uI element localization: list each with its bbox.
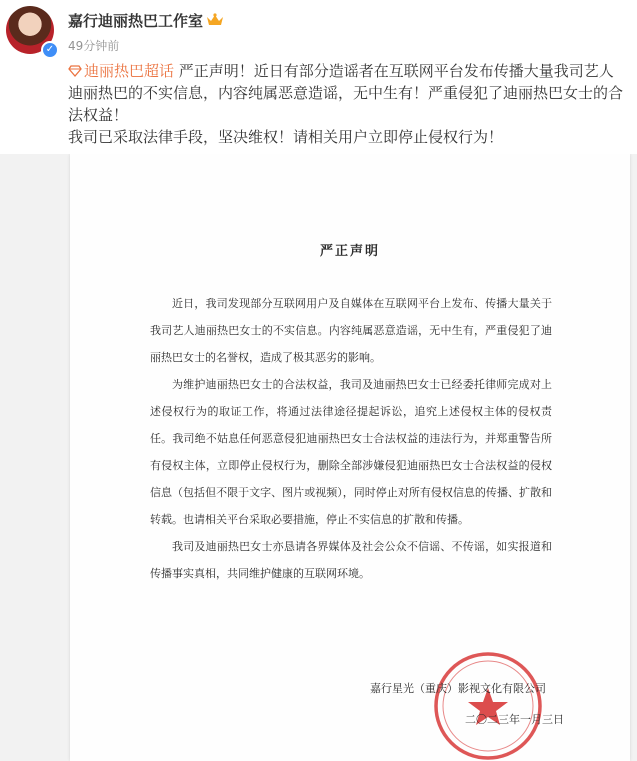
crown-icon: [205, 13, 225, 27]
post-paragraph-2: 我司已采取法律手段，坚决维权！请相关用户立即停止侵权行为！: [68, 128, 504, 146]
author-name[interactable]: 嘉行迪丽热巴工作室: [68, 12, 204, 30]
post-header: [0, 0, 637, 58]
post-time[interactable]: 49分钟前: [68, 39, 120, 53]
document-paragraph: 近日，我司发现部分互联网用户及自媒体在互联网平台上发布、传播大量关于我司艺人迪丽热巴女士的不实信息。内容纯属恶意造谣，无中生有，严重侵犯了迪丽热巴女士的名誉权，造成了极其恶劣的影响。: [150, 297, 552, 364]
document-paragraph: 为维护迪丽热巴女士的合法权益，我司及迪丽热巴女士已经委托律师完成对上述侵权行为的取证工作，将通过法律途径提起诉讼，追究上述侵权主体的侵权责任。我司绝不姑息任何恶意侵犯迪丽热巴女士合法权益的违法行为，并郑重警告所有侵权主体，立即停止侵权行为，删除全部涉嫌侵犯迪丽热巴女士合法权益的侵权信息（包括但不限于文字、图片或视频），同时停止对所有侵权信息的传播、扩散和转载。也请相关平台采取必要措施，停止不实信息的扩散和传播。: [150, 378, 552, 526]
topic-link[interactable]: [68, 62, 174, 80]
document-paragraph: 我司及迪丽热巴女士亦恳请各界媒体及社会公众不信谣、不传谣，如实报道和传播事实真相，共同维护健康的互联网环境。: [150, 540, 552, 580]
post-text: [68, 60, 628, 148]
document-signature: 嘉行星光（重庆）影视文化有限公司: [370, 682, 546, 695]
post-paragraph-1: [68, 60, 628, 126]
document-body: [150, 290, 552, 587]
topic-label: 迪丽热巴超话: [84, 62, 175, 80]
statement-document: [70, 154, 630, 761]
verified-badge-icon: ✓: [41, 41, 59, 59]
document-title: 严正声明: [319, 244, 380, 259]
post-paragraph-1-text: 严正声明！近日有部分造谣者在互联网平台发布传播大量我司艺人迪丽热巴的不实信息，内容纯属恶意造谣，无中生有！严重侵犯了迪丽热巴女士的合法权益！: [68, 62, 624, 124]
post-image[interactable]: [0, 154, 637, 761]
document-date: 二〇二三年一月三日: [465, 713, 564, 726]
diamond-icon: [68, 65, 82, 77]
company-seal-icon: [432, 650, 544, 761]
